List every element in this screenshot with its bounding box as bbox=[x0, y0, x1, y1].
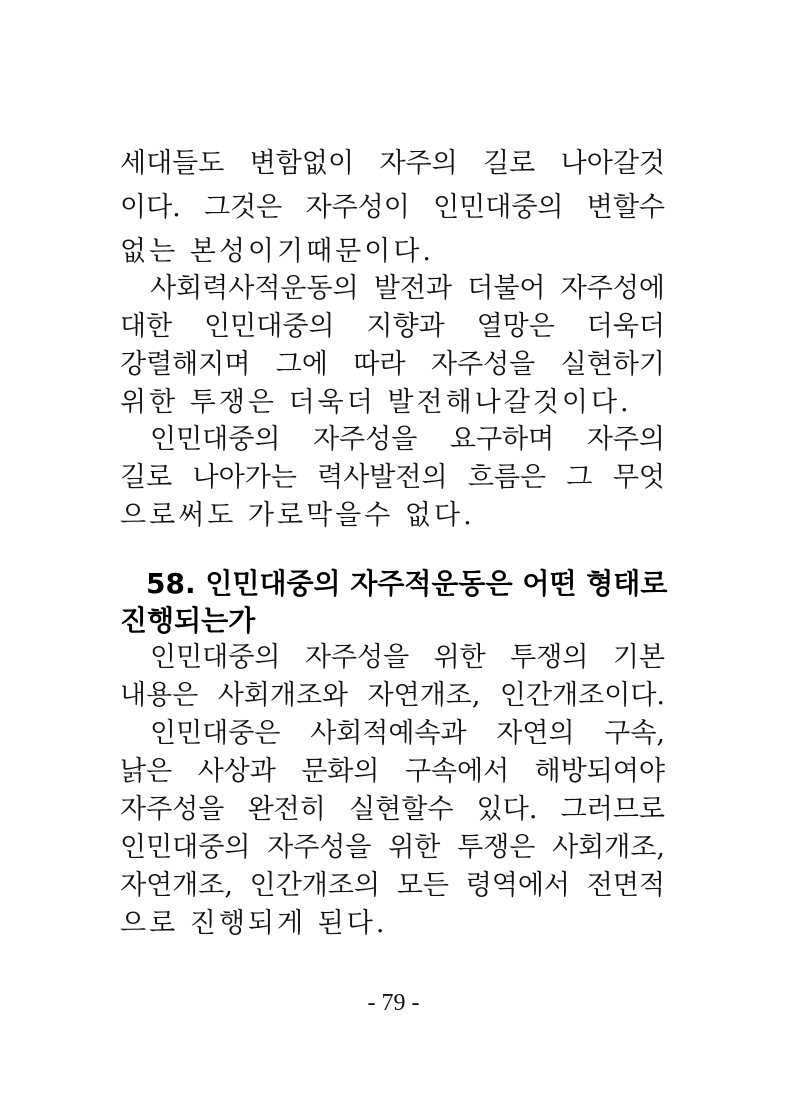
text-line: 이다. 그것은 자주성이 인민대중의 변할수 bbox=[120, 192, 665, 223]
text-line: 자연개조, 인간개조의 모든 령역에서 전면적 bbox=[120, 870, 665, 901]
text-line: 강렬해지며 그에 따라 자주성을 실현하기 bbox=[120, 349, 665, 380]
text-line: 없는 본성이기때문이다. bbox=[120, 236, 434, 267]
text-line: 대한 인민대중의 지향과 열망은 더욱더 bbox=[120, 311, 665, 342]
text-line: 인민대중의 자주성을 위한 투쟁은 사회개조, bbox=[120, 832, 665, 863]
heading-line: 58. 인민대중의 자주적운동은 어떤 형태로 bbox=[146, 567, 668, 600]
text-line: 인민대중은 사회적예속과 자연의 구속, bbox=[150, 718, 665, 749]
text-line: 인민대중의 자주성을 요구하며 자주의 bbox=[150, 424, 665, 455]
text-line: 으로써도 가로막을수 없다. bbox=[120, 500, 475, 531]
heading-line: 진행되는가 bbox=[120, 604, 256, 637]
text-line: 자주성을 완전히 실현할수 있다. 그러므로 bbox=[120, 794, 665, 825]
text-line: 내용은 사회개조와 자연개조, 인간개조이다. bbox=[120, 680, 665, 711]
text-line: 세대들도 변함없이 자주의 길로 나아갈것 bbox=[120, 148, 665, 179]
text-line: 인민대중의 자주성을 위한 투쟁의 기본 bbox=[150, 642, 665, 673]
text-line: 낡은 사상과 문화의 구속에서 해방되여야 bbox=[120, 756, 665, 787]
page-number: - 79 - bbox=[367, 990, 420, 1016]
text-line: 사회력사적운동의 발전과 더불어 자주성에 bbox=[150, 273, 665, 304]
text-line: 길로 나아가는 력사발전의 흐름은 그 무엇 bbox=[120, 462, 665, 493]
text-line: 위한 투쟁은 더욱더 발전해나갈것이다. bbox=[120, 387, 632, 418]
text-line: 으로 진행되게 된다. bbox=[120, 908, 388, 939]
